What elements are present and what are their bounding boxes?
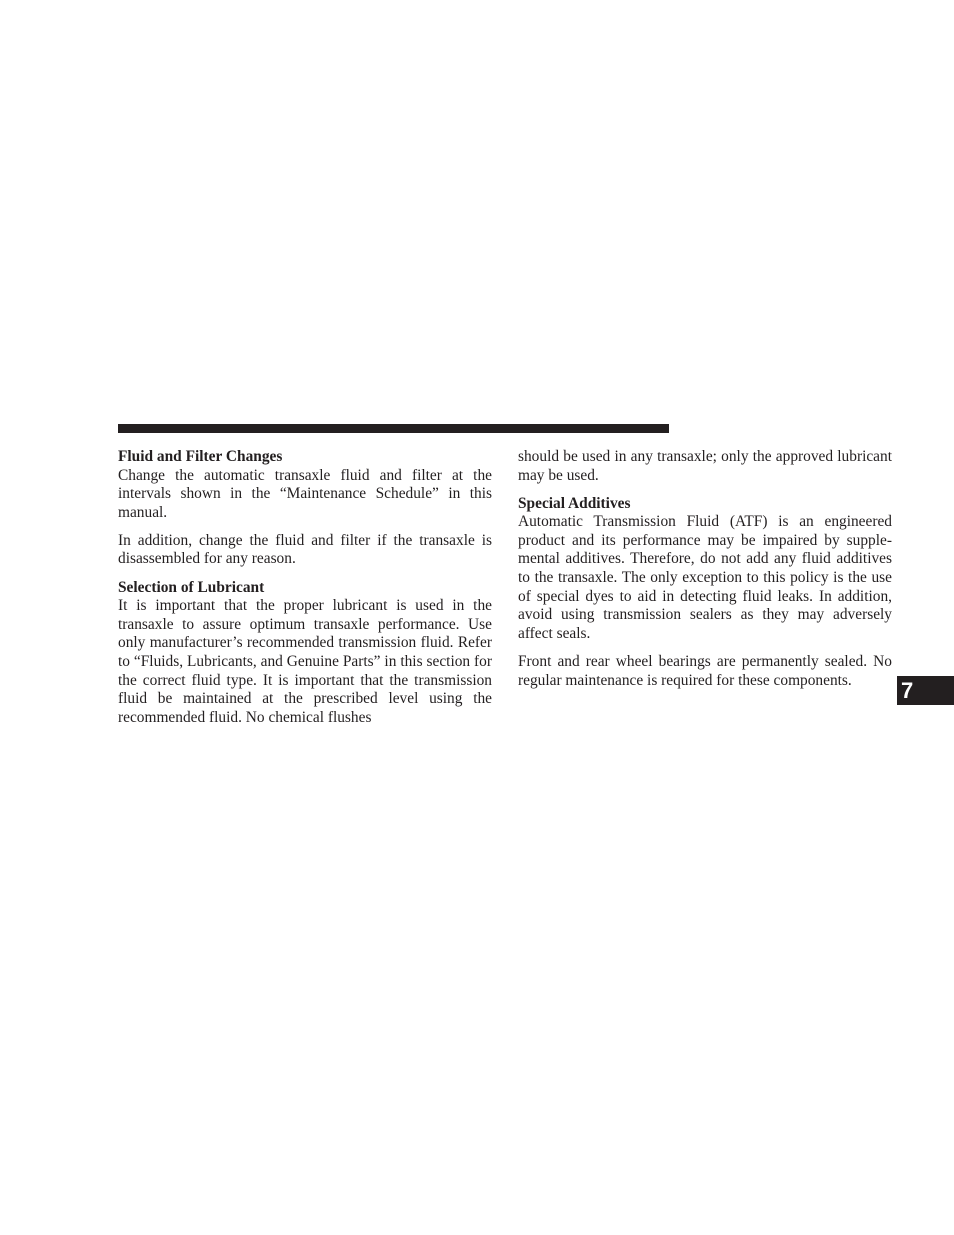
lubricant-paragraph: It is important that the proper lubricant is used in the transaxle to assure optimum transaxle performance. Use only manufacturer’s recommended transmission fluid. Refer to “Fluids, Lubricants, and Genuine Parts” in this section for the correct fluid type. It is important that the transmission fluid be maintained at the prescribed level using the recommended fluid. No chemical flushes xyxy=(118,597,492,726)
special-additives-heading: Special Additives xyxy=(518,494,631,512)
fluid-filter-paragraph-2: In addition, change the fluid and filter if the transaxle is disassembled for any reason. xyxy=(118,531,492,568)
chapter-tab: 7 xyxy=(897,676,954,705)
right-column xyxy=(518,448,892,690)
fluid-filter-changes-heading: Fluid and Filter Changes xyxy=(118,448,283,465)
lubricant-paragraph-continued: should be used in any transaxle; only the approved lubricant may be used. xyxy=(518,448,892,484)
section-divider-bar xyxy=(118,424,669,433)
left-column xyxy=(118,448,492,727)
fluid-filter-paragraph-1: Change the automatic transaxle fluid and filter at the intervals shown in the “Maintenance Schedule” in this manual. xyxy=(118,466,492,521)
selection-of-lubricant-heading: Selection of Lubricant xyxy=(118,578,265,596)
wheel-bearings-paragraph: Front and rear wheel bearings are permanently sealed. No regular maintenance is required for these components. xyxy=(518,652,892,689)
special-additives-paragraph: Automatic Transmission Fluid (ATF) is an engineered product and its performance may be impaired by supplemental additives. Therefore, do not add any fluid additives to the transaxle. The only exception to this policy is the use of special dyes to aid in detecting fluid leaks. In addition, avoid using transmission sealers as they may adversely affect seals. xyxy=(518,513,892,642)
